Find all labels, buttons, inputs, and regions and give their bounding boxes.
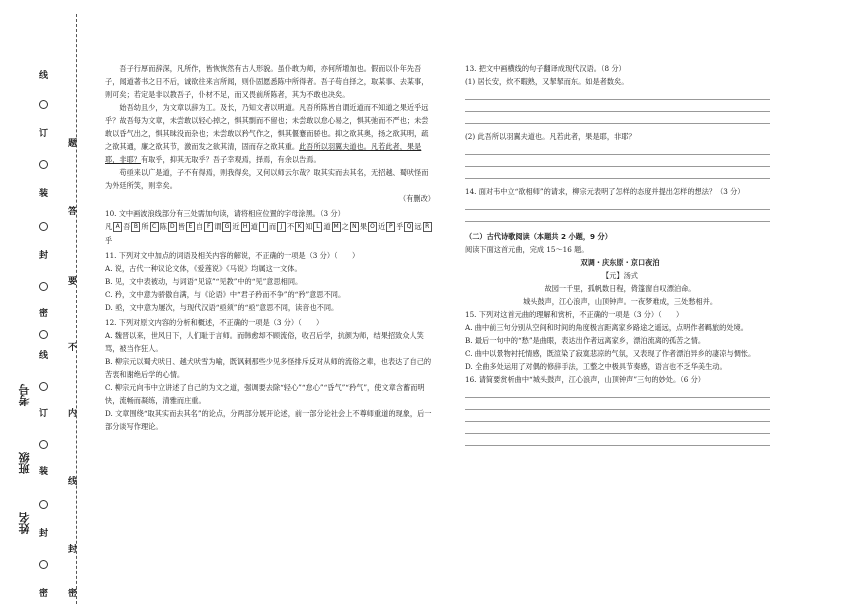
text-char: 果: [359, 222, 368, 231]
binding-hole: [39, 160, 48, 169]
punct-box-j[interactable]: J: [277, 222, 286, 232]
binding-hole: [39, 500, 48, 509]
passage-paragraph: 始吾幼且少，为文章以辞为工。及长，乃知文者以明道。凡吾所陈皆自谓近道而不知道之果近乎远乎？故吾每为文章，未尝敢以轻心掉之，惧其剽而不留也；未尝敢以怠心易之，惧其弛而不严也；未尝敢以昏气出之，惧其昧没而杂也；未尝敢以矜气作之，惧其偃蹇而骄也。抑之欲其奥，扬之欲其明，疏之欲其通，廉之欲其节，激而发之欲其清，固而存之欲其重。此吾所以羽翼夫道也。凡若此者，果是耶，非耶？有取乎，抑其无取乎？吾子幸观焉，择焉，有余以告焉。: [105, 103, 429, 164]
answer-line[interactable]: [465, 397, 770, 398]
binding-mark: 订: [39, 409, 49, 419]
text-char: 皆: [177, 222, 186, 231]
option-a: A. 曲中前三句分别从空间和时间的角度极言距离家乡路途之遥远，点明作者羁旅的处境。: [465, 323, 748, 332]
punct-box-h[interactable]: H: [241, 222, 250, 232]
binding-hole: [39, 100, 48, 109]
binding-margin: [0, 0, 80, 608]
section-heading: （二）古代诗歌阅读（本题共 2 小题，9 分）: [465, 232, 612, 241]
binding-hole: [39, 222, 48, 231]
name-label: 姓名: [18, 512, 31, 534]
right-column: [465, 62, 775, 446]
binding-mark: 线: [39, 351, 49, 361]
text-char: 道: [323, 222, 331, 231]
binding-hole: [39, 560, 48, 569]
binding-hole: [39, 330, 48, 339]
binding-mark: 密: [68, 589, 78, 599]
binding-mark: 密: [39, 309, 49, 319]
text-char: 近: [232, 222, 240, 231]
punct-box-c[interactable]: C: [150, 222, 159, 232]
punctuation-options: [105, 220, 435, 247]
option-d: D. 文章围绕“取其实而去其名”的论点，分两部分展开论述，前一部分论社会上不尊师重道的现象，后一部分谈写作理论。: [105, 409, 432, 431]
binding-mark: 线: [39, 71, 49, 81]
answer-line[interactable]: [465, 99, 770, 100]
binding-line: [76, 14, 77, 604]
answer-line[interactable]: [465, 445, 770, 446]
binding-mark: 装: [39, 189, 49, 199]
source-note: （有删改）: [399, 194, 435, 203]
poem-line: 城头鼓声，江心浪声，山顶钟声。一夜梦难成，三处愁相并。: [522, 297, 718, 306]
option-d: D. 亟，文中意为屡次，与现代汉语“亟须”的“亟”意思不同，读音也不同。: [105, 303, 339, 312]
binding-mark: 订: [39, 129, 49, 139]
punct-box-f[interactable]: F: [204, 222, 213, 232]
punct-box-r[interactable]: R: [423, 222, 432, 232]
text-char: 陈: [159, 222, 167, 231]
answer-line[interactable]: [465, 111, 770, 112]
binding-mark: 线: [68, 477, 78, 487]
text-char: 乎: [105, 236, 113, 245]
option-b: B. 最后一句中的“愁”是曲眼，表达出作者远离家乡，漂泊流离的孤苦之情。: [465, 336, 706, 345]
translate-sentence-1: (1) 居长安，炊不暇熟，又挈挈而东。如是者数矣。: [465, 77, 629, 86]
option-d: D. 全曲多处运用了对偶的修辞手法，工整之中极具节奏感，语言也不乏华美生动。: [465, 362, 727, 371]
option-b: B. 柳宗元以蜀犬吠日、越犬吠雪为喻，既讽刺那些少见多怪排斥反对从师的流俗之辈，也表达了自己的苦衷和谢绝后学的心情。: [105, 357, 432, 379]
binding-mark: 装: [39, 467, 49, 477]
punct-box-n[interactable]: N: [350, 222, 359, 232]
answer-line[interactable]: [465, 409, 770, 410]
binding-mark: 不: [68, 343, 78, 353]
punct-box-l[interactable]: L: [313, 222, 322, 232]
binding-hole: [39, 440, 48, 449]
punct-box-p[interactable]: P: [386, 222, 395, 232]
passage-paragraph: 吾子行厚而辞深，凡所作，皆恢恢然有古人形貌。虽仆敢为师，亦何所增加也。假而以仆年先吾子，闻道著书之日不后，诚欲往来言所闻，则仆固愿悉陈中所得者。吾子苟自择之，取某事、去某事，则可矣；若定是非以教吾子，仆材不足，而又畏前所陈者，其为不敢也决矣。: [105, 64, 429, 99]
question-16-stem: 16. 请简要赏析曲中“城头鼓声，江心浪声，山顶钟声”三句的妙处。（6 分）: [465, 375, 705, 384]
text-char: 近: [378, 222, 386, 231]
question-14-stem: 14. 面对韦中立“欲相师”的请求，柳宗元表明了怎样的态度并提出怎样的想法？（3 分）: [465, 187, 745, 196]
text-char: 吾: [123, 222, 131, 231]
answer-line[interactable]: [465, 421, 770, 422]
punct-box-a[interactable]: A: [113, 222, 122, 232]
punct-box-o[interactable]: O: [368, 222, 377, 232]
underlined-sentence: 此吾所以羽翼夫道也。凡若此者，果是耶，非耶？: [105, 142, 422, 164]
answer-line[interactable]: [465, 433, 770, 434]
exam-number-label: 考号: [18, 384, 31, 406]
binding-mark: 要: [68, 277, 78, 287]
punct-box-k[interactable]: K: [295, 222, 304, 232]
punct-box-e[interactable]: E: [186, 222, 195, 232]
question-10-stem: 10. 文中画波浪线部分有三处需加句读，请将相应位置的字母涂黑。（3 分）: [105, 209, 345, 218]
text-char: 而: [268, 222, 277, 231]
question-12-stem: 12. 下列对原文内容的分析和概述，不正确的一项是（3 分）（ ）: [105, 318, 324, 327]
text-char: 之: [341, 222, 349, 231]
option-b: B. 见，文中表被动，与词语“见谅”“见教”中的“见”意思相同。: [105, 277, 303, 286]
answer-line[interactable]: [465, 178, 770, 179]
punct-box-q[interactable]: Q: [404, 222, 413, 232]
poem-author: 【元】汤式: [602, 271, 638, 280]
binding-mark: 封: [68, 545, 78, 555]
option-c: C. 曲中以景物衬托情感，既渲染了寂寞悲凉的气氛，又表现了作者漂泊异乡的凄凉与惆怅。: [465, 349, 756, 358]
binding-mark: 内: [68, 409, 78, 419]
binding-mark: 封: [39, 251, 49, 261]
text-char: 乎: [396, 222, 404, 231]
left-column: [105, 62, 435, 433]
text-char: 知: [305, 222, 313, 231]
answer-line[interactable]: [465, 166, 770, 167]
question-15-stem: 15. 下列对这首元曲的理解和赏析，不正确的一项是（3 分）（ ）: [465, 310, 684, 319]
question-11-stem: 11. 下列对文中加点的词语及相关内容的解说，不正确的一项是（3 分）（ ）: [105, 251, 360, 260]
answer-line[interactable]: [465, 154, 770, 155]
punct-box-i[interactable]: I: [259, 222, 268, 232]
option-a: A. 魏晋以来，世风日下，人们耻于言师。而韩愈却不顾流俗，收召后学，抗颜为师，结果招致众人笑骂，被当作狂人。: [105, 331, 424, 353]
poetry-intro: 阅读下面这首元曲，完成 15～16 题。: [465, 245, 589, 254]
answer-line[interactable]: [465, 123, 770, 124]
text-char: 远: [414, 222, 422, 231]
binding-hole: [39, 382, 48, 391]
option-c: C. 矜，文中意为骄傲自满，与《论语》中“君子矜而不争”的“矜”意思不同。: [105, 290, 346, 299]
punct-box-g[interactable]: G: [222, 222, 231, 232]
passage-paragraph: 苟亟来以广是道，子不有得焉，则我得矣，又何以师云尔哉？取其实而去其名，无招越、蜀吠怪而为外廷所笑，则幸矣。: [105, 168, 429, 190]
text-char: 所: [141, 222, 149, 231]
text-char: 凡: [105, 222, 113, 231]
answer-line[interactable]: [465, 221, 770, 222]
text-char: 不: [287, 222, 295, 231]
binding-mark: 封: [39, 529, 49, 539]
text-char: 谓: [214, 222, 222, 231]
answer-line[interactable]: [465, 209, 770, 210]
option-a: A. 说，古代一种议论文体，《爱莲说》《马说》均属这一文体。: [105, 264, 302, 273]
binding-mark: 密: [39, 589, 49, 599]
punct-box-d[interactable]: D: [168, 222, 177, 232]
poem-title: 双调・庆东原・京口夜泊: [580, 258, 660, 267]
binding-mark: 题: [68, 139, 78, 149]
binding-mark: 答: [68, 207, 78, 217]
option-c: C. 柳宗元向韦中立讲述了自己的为文之道，强调要去除“轻心”“怠心”“昏气”“矜气”，使文章含蓄而明快，流畅而凝练，清雅而庄重。: [105, 383, 425, 405]
class-label: 班级: [18, 452, 31, 474]
translate-sentence-2: (2) 此吾所以羽翼夫道也。凡若此者，果是耶，非耶？: [465, 132, 636, 141]
binding-hole: [39, 282, 48, 291]
text-char: 道: [250, 222, 258, 231]
question-13-stem: 13. 把文中画横线的句子翻译成现代汉语。（8 分）: [465, 64, 626, 73]
punct-box-m[interactable]: M: [333, 222, 339, 230]
poem-line: 故园一千里，孤帆数日程，倚篷窗自叹漂泊命。: [544, 284, 696, 293]
punct-box-b[interactable]: B: [131, 222, 140, 232]
text-char: 自: [196, 222, 204, 231]
